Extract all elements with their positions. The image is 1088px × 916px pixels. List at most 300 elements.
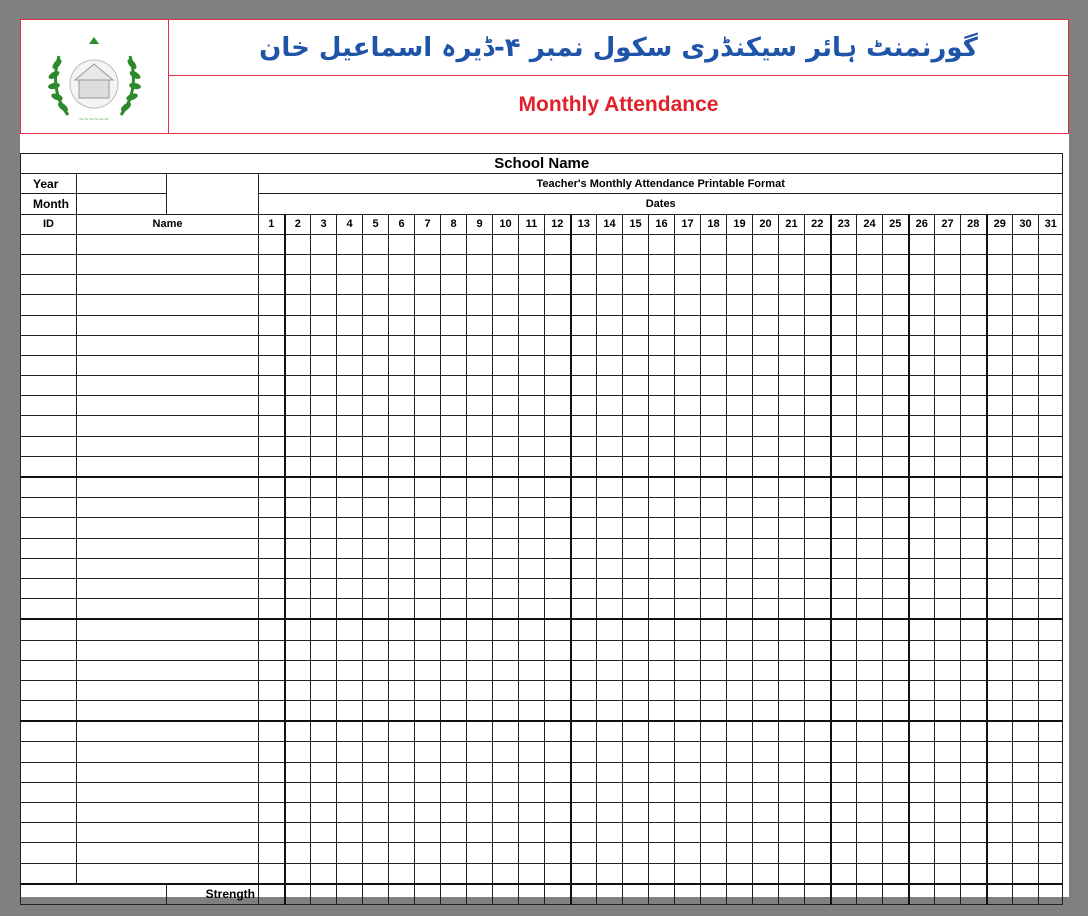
day-cell (467, 578, 493, 598)
day-cell (467, 721, 493, 742)
day-cell (597, 680, 623, 700)
day-cell (857, 456, 883, 477)
day-cell (519, 376, 545, 396)
day-cell (571, 498, 597, 518)
day-cell (805, 396, 831, 416)
day-cell (909, 823, 935, 843)
day-cell (987, 436, 1013, 456)
day-cell (389, 578, 415, 598)
day-cell (493, 335, 519, 355)
day-cell (779, 396, 805, 416)
day-cell (961, 518, 987, 538)
day-cell (493, 762, 519, 782)
day-cell (675, 782, 701, 802)
government-seal-logo (21, 20, 168, 133)
day-cell (961, 863, 987, 884)
id-cell (21, 416, 77, 436)
day-cell (623, 823, 649, 843)
day-cell (909, 803, 935, 823)
day-cell (597, 843, 623, 863)
day-cell (571, 275, 597, 295)
day-cell (935, 762, 961, 782)
day-cell (363, 456, 389, 477)
day-cell (727, 498, 753, 518)
day-cell (441, 436, 467, 456)
day-cell (987, 762, 1013, 782)
day-cell (493, 456, 519, 477)
day-cell (961, 803, 987, 823)
day-cell (961, 640, 987, 660)
day-cell (467, 803, 493, 823)
day-cell (857, 680, 883, 700)
day-cell (519, 762, 545, 782)
day-cell (753, 701, 779, 722)
day-cell (1013, 335, 1039, 355)
day-cell (831, 335, 857, 355)
day-cell (337, 376, 363, 396)
day-cell (935, 477, 961, 498)
day-cell (805, 823, 831, 843)
day-cell (649, 315, 675, 335)
day-cell (597, 315, 623, 335)
strength-row (21, 884, 1063, 905)
day-cell (623, 538, 649, 558)
day-cell (441, 355, 467, 375)
day-cell (259, 843, 285, 863)
attendance-row (21, 456, 1063, 477)
day-cell (883, 315, 909, 335)
day-cell (493, 823, 519, 843)
name-cell (77, 456, 259, 477)
day-cell (467, 295, 493, 315)
day-cell (649, 376, 675, 396)
day-cell (259, 538, 285, 558)
day-cell (571, 456, 597, 477)
day-cell (727, 762, 753, 782)
day-cell (623, 416, 649, 436)
day-cell (415, 803, 441, 823)
day-cell (1013, 477, 1039, 498)
day-cell (831, 823, 857, 843)
day-cell (441, 396, 467, 416)
day-cell (727, 477, 753, 498)
day-cell (727, 335, 753, 355)
day-cell (337, 498, 363, 518)
id-cell (21, 863, 77, 884)
day-cell (441, 578, 467, 598)
name-cell (77, 376, 259, 396)
day-cell (857, 335, 883, 355)
day-cell (571, 863, 597, 884)
attendance-row (21, 295, 1063, 315)
day-cell (987, 275, 1013, 295)
day-cell (649, 275, 675, 295)
day-cell (857, 275, 883, 295)
day-cell (831, 275, 857, 295)
name-cell (77, 498, 259, 518)
day-cell (467, 396, 493, 416)
day-cell (493, 538, 519, 558)
day-cell (363, 742, 389, 762)
day-cell (259, 823, 285, 843)
day-cell (415, 396, 441, 416)
day-cell (935, 315, 961, 335)
day-cell (337, 477, 363, 498)
day-cell (415, 295, 441, 315)
day-cell (883, 436, 909, 456)
day-cell (909, 416, 935, 436)
day-cell (467, 782, 493, 802)
day-cell (363, 538, 389, 558)
day-cell (597, 823, 623, 843)
day-cell (571, 640, 597, 660)
day-cell (649, 295, 675, 315)
day-cell (337, 254, 363, 274)
day-cell (649, 538, 675, 558)
day-cell (883, 599, 909, 620)
day-cell (363, 863, 389, 884)
day-cell (415, 456, 441, 477)
day-cell (363, 355, 389, 375)
day-cell (935, 863, 961, 884)
attendance-row (21, 355, 1063, 375)
day-cell (727, 558, 753, 578)
day-cell (363, 558, 389, 578)
day-cell (389, 823, 415, 843)
day-cell (961, 436, 987, 456)
day-cell (909, 680, 935, 700)
id-cell (21, 355, 77, 375)
day-cell (467, 558, 493, 578)
day-header: 7 (415, 214, 441, 234)
day-cell (727, 782, 753, 802)
day-cell (701, 234, 727, 254)
day-cell (311, 254, 337, 274)
day-cell (571, 762, 597, 782)
id-cell (21, 376, 77, 396)
day-cell (727, 619, 753, 640)
day-cell (987, 640, 1013, 660)
day-cell (493, 680, 519, 700)
day-cell (805, 436, 831, 456)
day-cell (259, 599, 285, 620)
id-cell (21, 660, 77, 680)
day-cell (519, 234, 545, 254)
day-cell (467, 843, 493, 863)
day-cell (649, 863, 675, 884)
day-cell (1039, 782, 1063, 802)
day-cell (1013, 355, 1039, 375)
day-cell (753, 803, 779, 823)
day-cell (389, 498, 415, 518)
day-cell (571, 721, 597, 742)
day-cell (545, 295, 571, 315)
day-cell (623, 721, 649, 742)
day-cell (519, 355, 545, 375)
day-cell (519, 254, 545, 274)
day-cell (805, 762, 831, 782)
day-cell (467, 762, 493, 782)
day-cell (961, 680, 987, 700)
strength-label: Strength (167, 884, 259, 905)
day-cell (1039, 456, 1063, 477)
day-cell (337, 619, 363, 640)
day-cell (987, 558, 1013, 578)
day-cell (285, 660, 311, 680)
day-cell (363, 843, 389, 863)
day-cell (285, 742, 311, 762)
day-cell (727, 701, 753, 722)
day-cell (545, 762, 571, 782)
day-cell (701, 396, 727, 416)
day-cell (545, 436, 571, 456)
day-cell (649, 234, 675, 254)
day-cell (285, 782, 311, 802)
day-cell (701, 498, 727, 518)
day-cell (597, 721, 623, 742)
day-cell (259, 660, 285, 680)
day-cell (753, 578, 779, 598)
day-cell (909, 619, 935, 640)
day-cell (779, 578, 805, 598)
day-cell (597, 578, 623, 598)
day-header: 30 (1013, 214, 1039, 234)
day-cell (649, 843, 675, 863)
day-cell (1039, 701, 1063, 722)
day-cell (311, 538, 337, 558)
day-cell (259, 803, 285, 823)
day-cell (701, 742, 727, 762)
blank-merged-cell (167, 174, 259, 214)
day-cell (909, 701, 935, 722)
day-cell (311, 680, 337, 700)
day-cell (519, 640, 545, 660)
day-cell (623, 456, 649, 477)
day-cell (467, 823, 493, 843)
day-cell (883, 234, 909, 254)
day-cell (571, 254, 597, 274)
day-cell (831, 234, 857, 254)
day-cell (493, 701, 519, 722)
day-cell (935, 803, 961, 823)
day-cell (883, 254, 909, 274)
day-cell (753, 640, 779, 660)
day-cell (831, 518, 857, 538)
day-cell (337, 315, 363, 335)
day-cell (597, 863, 623, 884)
attendance-row (21, 701, 1063, 722)
id-cell (21, 823, 77, 843)
day-cell (675, 619, 701, 640)
day-cell (415, 782, 441, 802)
attendance-row (21, 782, 1063, 802)
attendance-row (21, 762, 1063, 782)
day-cell (259, 456, 285, 477)
day-cell (649, 803, 675, 823)
day-cell (779, 680, 805, 700)
day-cell (285, 436, 311, 456)
day-cell (675, 599, 701, 620)
id-cell (21, 477, 77, 498)
day-cell (389, 376, 415, 396)
day-cell (675, 295, 701, 315)
day-cell (545, 619, 571, 640)
day-cell (987, 376, 1013, 396)
day-cell (337, 558, 363, 578)
day-cell (701, 578, 727, 598)
day-cell (987, 599, 1013, 620)
day-cell (467, 477, 493, 498)
attendance-row (21, 843, 1063, 863)
day-cell (831, 254, 857, 274)
strength-day-cell (285, 884, 311, 905)
day-cell (259, 742, 285, 762)
day-cell (909, 335, 935, 355)
strength-day-cell (649, 884, 675, 905)
id-cell (21, 234, 77, 254)
day-cell (1013, 518, 1039, 538)
day-cell (883, 396, 909, 416)
day-cell (961, 355, 987, 375)
strength-day-cell (805, 884, 831, 905)
day-cell (545, 416, 571, 436)
day-cell (415, 619, 441, 640)
day-cell (649, 477, 675, 498)
day-cell (1039, 295, 1063, 315)
day-cell (545, 823, 571, 843)
day-cell (571, 558, 597, 578)
day-cell (415, 477, 441, 498)
day-cell (259, 863, 285, 884)
day-cell (1013, 823, 1039, 843)
day-cell (987, 660, 1013, 680)
day-cell (597, 355, 623, 375)
day-cell (701, 619, 727, 640)
day-cell (259, 335, 285, 355)
day-cell (597, 619, 623, 640)
day-cell (987, 355, 1013, 375)
day-cell (1039, 721, 1063, 742)
day-header: 1 (259, 214, 285, 234)
day-cell (545, 680, 571, 700)
strength-day-cell (441, 884, 467, 905)
day-cell (1013, 315, 1039, 335)
day-cell (467, 518, 493, 538)
day-cell (1013, 701, 1039, 722)
day-cell (935, 396, 961, 416)
day-cell (441, 660, 467, 680)
day-cell (363, 416, 389, 436)
day-cell (519, 558, 545, 578)
day-cell (415, 416, 441, 436)
day-cell (675, 355, 701, 375)
day-cell (675, 416, 701, 436)
day-cell (571, 518, 597, 538)
day-cell (1013, 660, 1039, 680)
attendance-row (21, 863, 1063, 884)
day-cell (935, 518, 961, 538)
day-cell (623, 640, 649, 660)
day-cell (467, 376, 493, 396)
day-cell (753, 558, 779, 578)
day-cell (363, 721, 389, 742)
day-cell (935, 640, 961, 660)
day-cell (389, 355, 415, 375)
day-cell (623, 863, 649, 884)
day-cell (259, 295, 285, 315)
day-cell (857, 538, 883, 558)
day-cell (805, 660, 831, 680)
day-cell (805, 742, 831, 762)
name-cell (77, 315, 259, 335)
name-cell (77, 742, 259, 762)
day-cell (623, 335, 649, 355)
day-cell (649, 823, 675, 843)
day-cell (701, 803, 727, 823)
day-cell (415, 660, 441, 680)
day-cell (857, 254, 883, 274)
day-cell (675, 477, 701, 498)
day-cell (883, 335, 909, 355)
day-cell (935, 456, 961, 477)
day-cell (311, 315, 337, 335)
day-header: 5 (363, 214, 389, 234)
day-cell (623, 376, 649, 396)
day-cell (597, 640, 623, 660)
day-cell (519, 456, 545, 477)
attendance-row (21, 436, 1063, 456)
day-cell (675, 234, 701, 254)
day-header: 26 (909, 214, 935, 234)
day-cell (467, 335, 493, 355)
day-cell (519, 396, 545, 416)
day-cell (857, 578, 883, 598)
day-cell (311, 782, 337, 802)
day-cell (389, 558, 415, 578)
day-cell (987, 396, 1013, 416)
day-cell (805, 275, 831, 295)
day-cell (467, 680, 493, 700)
day-cell (701, 518, 727, 538)
day-cell (623, 477, 649, 498)
day-cell (857, 599, 883, 620)
day-cell (571, 578, 597, 598)
day-cell (311, 558, 337, 578)
day-cell (337, 335, 363, 355)
day-cell (363, 660, 389, 680)
day-cell (701, 701, 727, 722)
day-cell (675, 721, 701, 742)
day-cell (701, 275, 727, 295)
day-cell (805, 843, 831, 863)
id-cell (21, 578, 77, 598)
day-cell (363, 295, 389, 315)
day-cell (285, 456, 311, 477)
day-cell (597, 396, 623, 416)
day-cell (467, 315, 493, 335)
day-cell (545, 640, 571, 660)
day-cell (935, 843, 961, 863)
day-cell (467, 498, 493, 518)
day-cell (285, 254, 311, 274)
day-cell (259, 416, 285, 436)
day-header: 22 (805, 214, 831, 234)
name-cell (77, 803, 259, 823)
day-cell (389, 599, 415, 620)
day-cell (623, 558, 649, 578)
day-cell (493, 498, 519, 518)
day-cell (311, 498, 337, 518)
